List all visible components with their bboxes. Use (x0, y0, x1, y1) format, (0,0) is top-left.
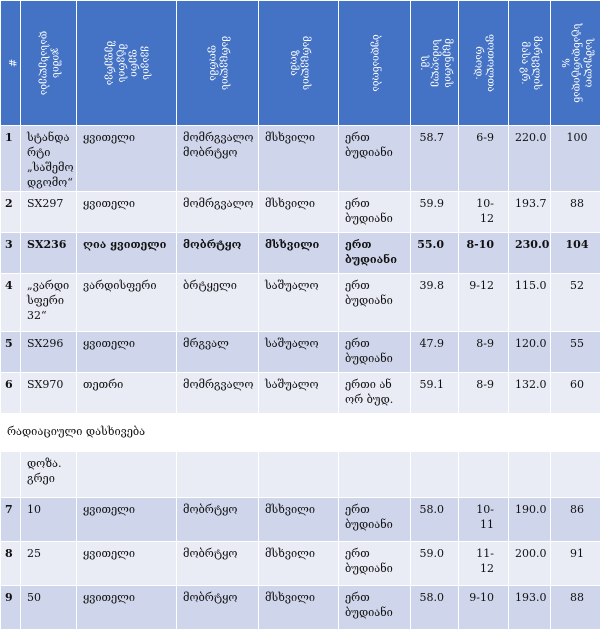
table-row (1, 192, 600, 233)
cell-grain-mass: 220.0 (509, 126, 551, 192)
cell-standard-percent: 88 (551, 192, 600, 233)
cell-grain-shape: ბრტყელი (177, 274, 259, 332)
table-body (1, 126, 600, 630)
row-number: 3 (1, 233, 21, 274)
cell-variety-name: SX296 (21, 332, 77, 373)
cell-grain-shape: მობრტყო (177, 586, 259, 630)
cell-grain-size: მსხვილი (259, 192, 339, 233)
cell-standard-percent: 91 (551, 542, 600, 586)
row-number: 8 (1, 542, 21, 586)
cell-plant-height: 39.8 (411, 274, 459, 332)
table-row (1, 373, 600, 414)
empty-cell (459, 452, 509, 498)
cell-variety-name: SX970 (21, 373, 77, 414)
table-row (1, 126, 600, 192)
cell-plant-height: 47.9 (411, 332, 459, 373)
row-number: 9 (1, 586, 21, 630)
cell-plant-height: 59.0 (411, 542, 459, 586)
cell-nesting: ერთ ბუდიანი (339, 498, 411, 542)
cell-nesting: ერთ ბუდიანი (339, 274, 411, 332)
empty-cell (1, 452, 21, 498)
cell-plant-height: 55.0 (411, 233, 459, 274)
header-row (1, 1, 600, 126)
cell-grain-size: მსხვილი (259, 542, 339, 586)
cell-grain-size: მსხვილი (259, 233, 339, 274)
cell-grain-shape: მობრტყო (177, 233, 259, 274)
header-grain-size: მარცვლის ზომა (259, 1, 339, 126)
cell-grain-shape: მობრტყო (177, 542, 259, 586)
cell-variety-name: 50 (21, 586, 77, 630)
cell-grain-mass: 132.0 (509, 373, 551, 414)
cell-grain-size: საშუალო (259, 373, 339, 414)
cell-plant-height: 59.9 (411, 192, 459, 233)
cell-plant-height: 58.0 (411, 498, 459, 542)
cell-grain-size: მსხვილი (259, 126, 339, 192)
cell-leaf-count: 10-12 (459, 192, 509, 233)
cell-grain-shape: მომრგვალო მობრტყო (177, 126, 259, 192)
empty-cell (509, 452, 551, 498)
cell-flower-color: ყვითელი (77, 498, 177, 542)
header-nesting: ბუდიანობა (339, 1, 411, 126)
cell-grain-mass: 230.0 (509, 233, 551, 274)
cell-nesting: ერთ ბუდიანი (339, 542, 411, 586)
cell-variety-name: 25 (21, 542, 77, 586)
cell-grain-size: საშუალო (259, 274, 339, 332)
cell-nesting: ერთ ბუდიანი (339, 332, 411, 373)
cell-standard-percent: 88 (551, 586, 600, 630)
cell-leaf-count: 6-9 (459, 126, 509, 192)
cell-plant-height: 58.7 (411, 126, 459, 192)
table-row (1, 332, 600, 373)
header-variety-name: ჯიშის დასახელება (21, 1, 77, 126)
header-index: # (1, 1, 21, 126)
table-row (1, 233, 600, 274)
cell-flower-color: ვარდისფერი (77, 274, 177, 332)
cell-variety-name: სტანდა რტი „საშემო დგომო“ (21, 126, 77, 192)
cell-grain-mass: 120.0 (509, 332, 551, 373)
cell-variety-name: SX297 (21, 192, 77, 233)
cell-grain-size: მსხვილი (259, 586, 339, 630)
cell-nesting: ერთ ბუდიანი (339, 233, 411, 274)
row-number: 5 (1, 332, 21, 373)
cell-leaf-count: 8-9 (459, 373, 509, 414)
header-flower-color: ყვავის ფერი მტვრის შეფერვა (77, 1, 177, 126)
cell-variety-name: 10 (21, 498, 77, 542)
cell-grain-mass: 115.0 (509, 274, 551, 332)
table-row (1, 542, 600, 586)
cell-grain-shape: მომრგვალო (177, 192, 259, 233)
row-number: 2 (1, 192, 21, 233)
table-row (1, 586, 600, 630)
cell-standard-percent: 86 (551, 498, 600, 542)
section-row (1, 414, 600, 452)
cell-nesting: ერთ ბუდიანი (339, 192, 411, 233)
cell-standard-percent: 104 (551, 233, 600, 274)
cell-grain-mass: 193.7 (509, 192, 551, 233)
empty-cell (411, 452, 459, 498)
cell-flower-color: თეთრი (77, 373, 177, 414)
header-leaf-count: ფოთოლთა რაოდ. (459, 1, 509, 126)
empty-cell (259, 452, 339, 498)
empty-cell (177, 452, 259, 498)
cell-nesting: ერთი ან ორ ბუდ. (339, 373, 411, 414)
section-title: რადიაციული დასხივება (1, 414, 600, 452)
empty-cell (77, 452, 177, 498)
cell-plant-height: 58.0 (411, 586, 459, 630)
cell-variety-name: SX236 (21, 233, 77, 274)
cell-flower-color: ყვითელი (77, 586, 177, 630)
cell-flower-color: ყვითელი (77, 542, 177, 586)
cell-flower-color: ღია ყვითელი (77, 233, 177, 274)
cell-grain-shape: მომრგვალო (177, 373, 259, 414)
row-number: 4 (1, 274, 21, 332)
cell-grain-size: მსხვილი (259, 498, 339, 542)
cell-standard-percent: 52 (551, 274, 600, 332)
cell-plant-height: 59.1 (411, 373, 459, 414)
cell-leaf-count: 9-10 (459, 586, 509, 630)
row-number: 6 (1, 373, 21, 414)
cell-grain-mass: 193.0 (509, 586, 551, 630)
cell-variety-name: „ვარდი სფერი 32“ (21, 274, 77, 332)
empty-cell (551, 452, 600, 498)
cell-grain-shape: მობრტყო (177, 498, 259, 542)
header-grain-shape: მარცვლის ფორმა (177, 1, 259, 126)
dose-label: დოზა. გრეი (21, 452, 77, 498)
cell-leaf-count: 11-12 (459, 542, 509, 586)
cell-grain-size: საშუალო (259, 332, 339, 373)
dose-header-row (1, 452, 600, 498)
cell-grain-mass: 200.0 (509, 542, 551, 586)
cell-leaf-count: 8-9 (459, 332, 509, 373)
table-row (1, 274, 600, 332)
row-number: 1 (1, 126, 21, 192)
cell-leaf-count: 9-12 (459, 274, 509, 332)
header-standard-percent: საშუალო სტანდარტიდან % (551, 1, 600, 126)
cell-leaf-count: 8-10 (459, 233, 509, 274)
cell-flower-color: ყვითელი (77, 126, 177, 192)
cell-grain-mass: 190.0 (509, 498, 551, 542)
cell-leaf-count: 10-11 (459, 498, 509, 542)
cell-standard-percent: 60 (551, 373, 600, 414)
cell-nesting: ერთ ბუდიანი (339, 586, 411, 630)
cell-nesting: ერთ ბუდიანი (339, 126, 411, 192)
row-number: 7 (1, 498, 21, 542)
header-grain-mass: მარცვლის მასა გრ. (509, 1, 551, 126)
cell-standard-percent: 55 (551, 332, 600, 373)
cell-grain-shape: მრგვალ (177, 332, 259, 373)
cell-flower-color: ყვითელი (77, 332, 177, 373)
cell-standard-percent: 100 (551, 126, 600, 192)
table-row (1, 498, 600, 542)
cell-flower-color: ყვითელი (77, 192, 177, 233)
empty-cell (339, 452, 411, 498)
header-plant-height: მცენარის სიმაღლე სმ. (411, 1, 459, 126)
